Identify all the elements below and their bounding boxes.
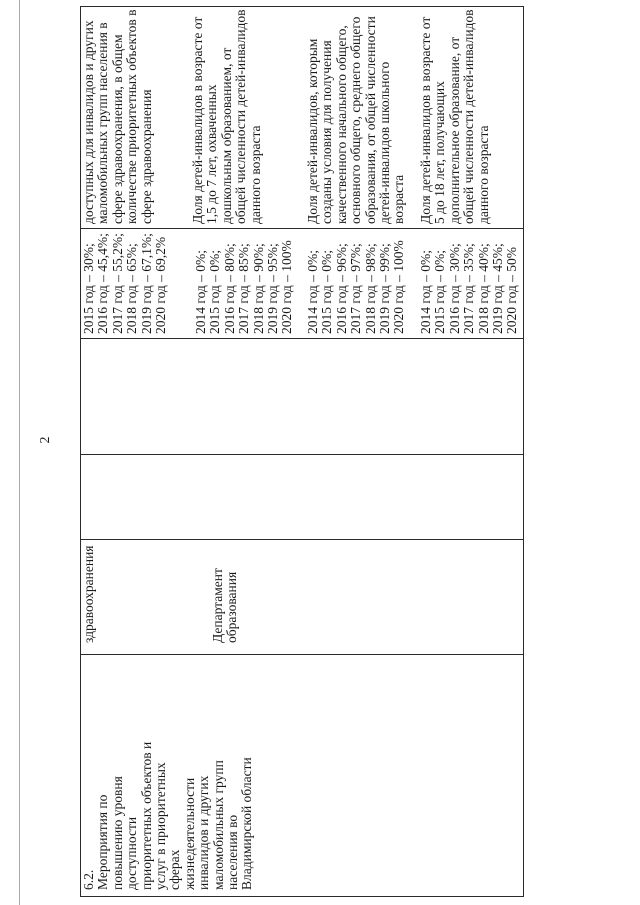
indicator-line: Доля детей-инвалидов в возрасте от — [418, 16, 433, 224]
measure-name-line: жизнедеятельности — [181, 777, 197, 890]
indicator-line: маломобильных групп населения в — [95, 22, 111, 224]
target-values-group — [306, 240, 407, 334]
indicator-line: данного возраста — [247, 125, 263, 224]
measure-name-line: сферах — [167, 849, 183, 890]
executor-entry — [82, 545, 96, 643]
column-divider — [80, 338, 524, 339]
column-divider — [80, 539, 524, 540]
executor-entry — [211, 568, 240, 643]
measure-name-line: услуг в приоритетных — [153, 762, 169, 890]
target-value-line: 2016 год – 80%; — [221, 243, 237, 334]
column-divider — [80, 454, 524, 455]
executor-line: здравоохранения — [81, 545, 96, 643]
target-value-line: 2016 год – 45,4%; — [95, 233, 111, 334]
scan-edge-line — [19, 0, 20, 905]
indicator-description — [419, 9, 491, 224]
target-values-group — [82, 233, 168, 334]
indicator-line: доступных для инвалидов и других — [81, 20, 96, 224]
executor-line: Департамент — [210, 568, 225, 643]
target-value-line: 2014 год – 0%; — [305, 249, 320, 334]
indicator-line: образования, от общей численности — [362, 16, 378, 224]
executor-line: образования — [224, 571, 240, 643]
target-value-line: 2019 год – 45%; — [490, 243, 506, 334]
indicator-line: 5 до 18 лет, получающих — [432, 81, 448, 224]
page-number: 2 — [38, 436, 53, 444]
target-value-line: 2019 год – 95%; — [265, 243, 281, 334]
target-value-line: 2016 год – 96%; — [333, 243, 349, 334]
target-value-line: 2017 год – 97%; — [348, 243, 364, 334]
indicator-line: дошкольным образованием, от — [218, 47, 234, 224]
measure-name-line: Мероприятия по — [95, 794, 111, 890]
target-value-line: 2017 год – 35%; — [461, 243, 477, 334]
indicator-line: качественного начального общего, — [333, 25, 349, 224]
measure-name-line: маломобильных групп — [210, 760, 226, 890]
target-value-line: 2015 год – 0%; — [319, 249, 335, 334]
indicator-line: дополнительное образование, от — [446, 36, 462, 224]
target-value-line: 2014 год – 0%; — [193, 249, 208, 334]
indicator-line: детей-инвалидов школьного — [377, 61, 393, 224]
target-value-line: 2020 год – 100% — [391, 240, 407, 334]
measure-name-line: повышению уровня — [109, 776, 125, 890]
indicator-line: 1,5 до 7 лет, охваченных — [204, 84, 220, 224]
measure-name-line: 6.2. — [81, 869, 96, 890]
measure-name-line: инвалидов и других — [196, 775, 212, 890]
target-value-line: 2019 год – 99%; — [377, 243, 393, 334]
target-value-line: 2020 год – 69,2% — [153, 236, 169, 334]
measure-name-cell — [82, 742, 255, 890]
indicator-description — [191, 9, 263, 224]
target-value-line: 2018 год – 90%; — [250, 243, 266, 334]
indicator-line: данного возраста — [475, 125, 491, 224]
target-values-group — [419, 243, 520, 334]
indicator-line: сфере здравоохранения — [138, 89, 154, 224]
indicator-line: основного общего, среднего общего — [348, 16, 364, 224]
indicator-line: количестве приоритетных объектов в — [124, 9, 140, 224]
target-value-line: 2016 год – 30%; — [446, 243, 462, 334]
indicator-description — [306, 16, 407, 224]
target-value-line: 2017 год – 55,2%; — [109, 233, 125, 334]
target-value-line: 2014 год – 0%; — [418, 249, 433, 334]
target-value-line: 2015 год – 0%; — [432, 249, 448, 334]
indicator-line: Доля детей-инвалидов в возрасте от — [190, 16, 205, 224]
indicator-line: общей численности детей-инвалидов — [233, 9, 249, 224]
target-value-line: 2015 год – 0%; — [207, 249, 223, 334]
measure-name-line: Владимирской области — [239, 757, 255, 890]
measure-name-line: приоритетных объектов и — [138, 741, 154, 890]
target-value-line: 2018 год – 98%; — [362, 243, 378, 334]
column-divider — [80, 228, 524, 229]
target-value-line: 2018 год – 40%; — [475, 243, 491, 334]
target-value-line: 2020 год – 50% — [504, 246, 520, 334]
target-values-group — [194, 240, 295, 334]
target-value-line: 2019 год – 67,1%; — [138, 233, 154, 334]
column-divider — [80, 654, 524, 655]
measure-name-line: доступности — [124, 816, 140, 890]
indicator-line: возраста — [391, 174, 407, 224]
indicator-line: сфере здравоохранения, в общем — [109, 34, 125, 224]
measure-name-line: населения во — [225, 814, 241, 890]
indicator-line: Доля детей-инвалидов, которым — [305, 38, 320, 224]
target-value-line: 2015 год – 30%; — [81, 243, 96, 334]
target-value-line: 2020 год – 100% — [279, 240, 295, 334]
indicator-description — [82, 10, 154, 224]
target-value-line: 2017 год – 85%; — [236, 243, 252, 334]
target-value-line: 2018 год – 65%; — [124, 243, 140, 334]
indicator-line: созданы условия для получения — [319, 40, 335, 224]
indicator-line: общей численности детей-инвалидов — [461, 9, 477, 224]
